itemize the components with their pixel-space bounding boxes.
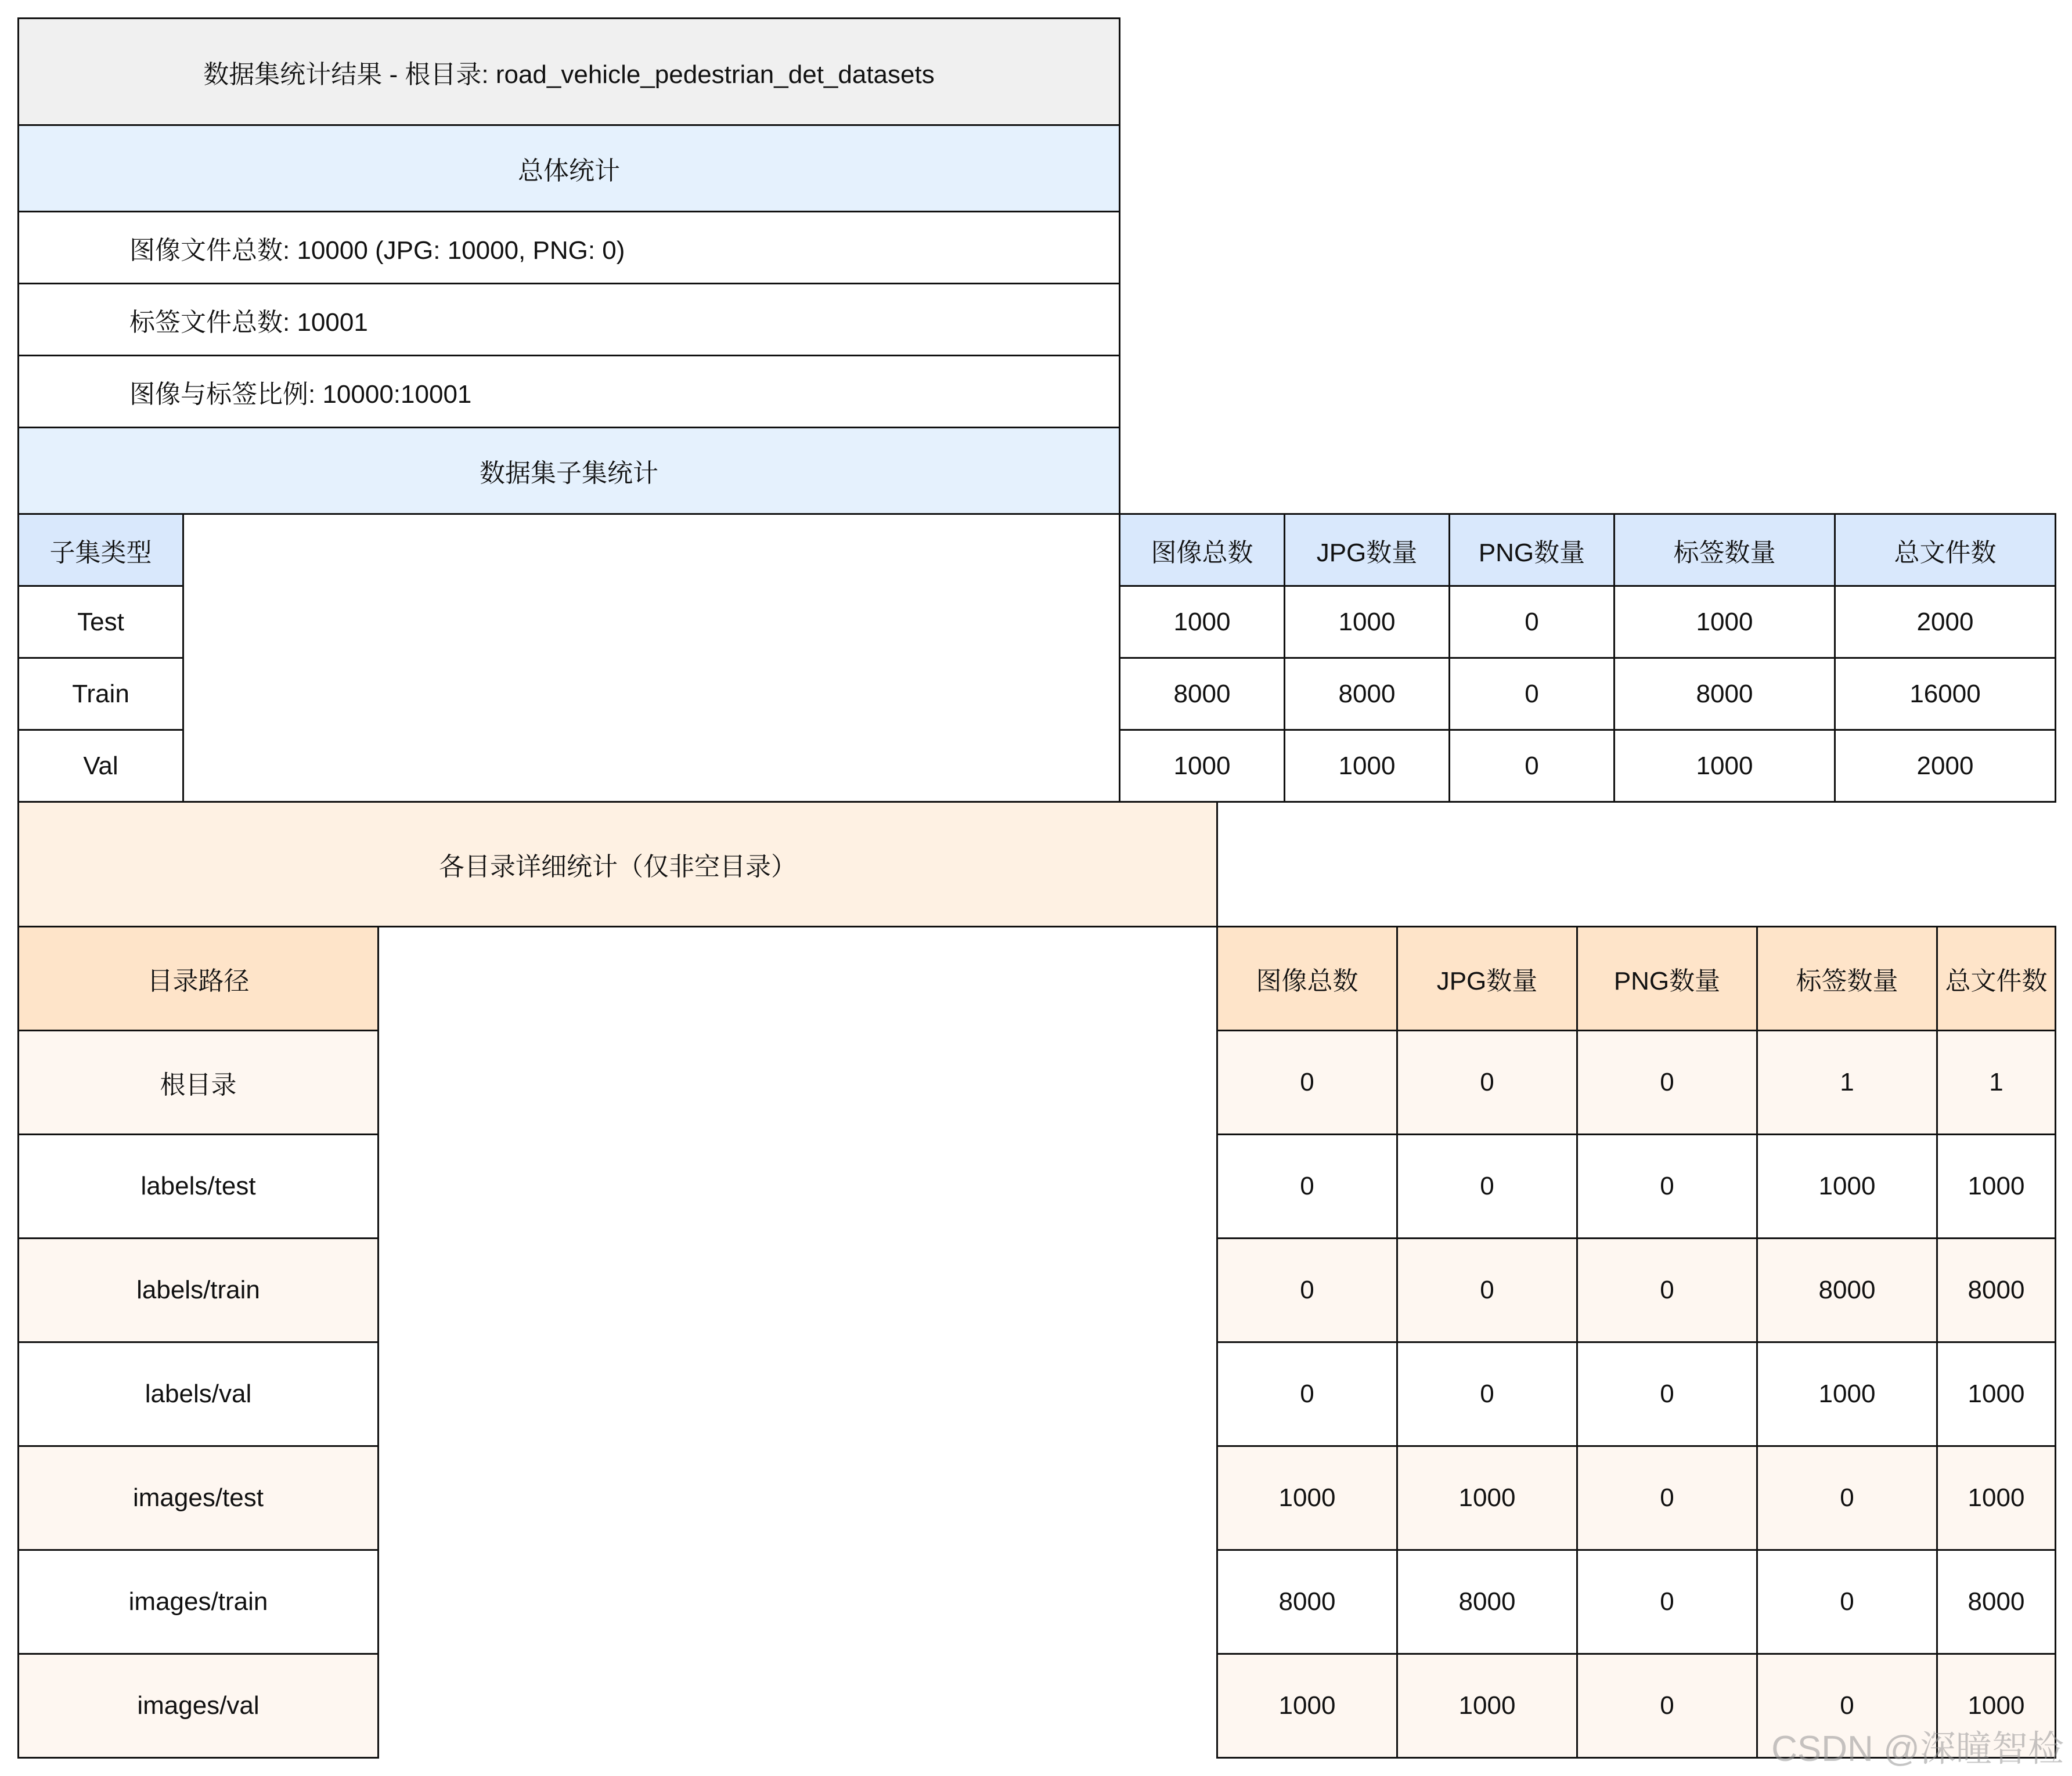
- table-cell: 8000: [1936, 1549, 2056, 1655]
- table-cell: 0: [1756, 1653, 1938, 1759]
- table-cell: 1000: [1756, 1134, 1938, 1239]
- dir-row-path: images/train: [17, 1549, 379, 1655]
- table-cell: 1000: [1756, 1341, 1938, 1447]
- table-cell: 8000: [1756, 1237, 1938, 1343]
- table-cell: 8000: [1284, 657, 1450, 731]
- subset-header-type: 子集类型: [17, 513, 184, 587]
- table-cell: 0: [1448, 657, 1615, 731]
- table-cell: 1000: [1216, 1653, 1398, 1759]
- table-cell: 0: [1396, 1237, 1578, 1343]
- dir-header-total: 总文件数: [1936, 926, 2056, 1031]
- table-cell: 1000: [1119, 729, 1285, 803]
- table-cell: 0: [1576, 1445, 1758, 1551]
- subset-row-test-type: Test: [17, 585, 184, 659]
- table-cell: 0: [1396, 1341, 1578, 1447]
- dir-header-labels: 标签数量: [1756, 926, 1938, 1031]
- table-cell: 8000: [1936, 1237, 2056, 1343]
- table-cell: 0: [1576, 1134, 1758, 1239]
- table-cell: 0: [1396, 1134, 1578, 1239]
- table-cell: 0: [1216, 1030, 1398, 1135]
- dir-header-jpg: JPG数量: [1396, 926, 1578, 1031]
- table-cell: 0: [1448, 585, 1615, 659]
- table-cell: 0: [1756, 1549, 1938, 1655]
- dir-row-path: labels/train: [17, 1237, 379, 1343]
- table-cell: 0: [1216, 1134, 1398, 1239]
- dir-header-images: 图像总数: [1216, 926, 1398, 1031]
- table-cell: 2000: [1834, 729, 2056, 803]
- subset-header-labels: 标签数量: [1613, 513, 1836, 587]
- total-labels-line: 标签文件总数: 10001: [17, 283, 1120, 356]
- table-cell: 1000: [1119, 585, 1285, 659]
- table-cell: 8000: [1613, 657, 1836, 731]
- table-cell: 1000: [1613, 729, 1836, 803]
- subset-header-jpg: JPG数量: [1284, 513, 1450, 587]
- table-cell: 1: [1756, 1030, 1938, 1135]
- dir-row-path: images/val: [17, 1653, 379, 1759]
- table-cell: 0: [1576, 1237, 1758, 1343]
- directory-stats-heading: 各目录详细统计（仅非空目录）: [17, 801, 1218, 927]
- subset-row-train-type: Train: [17, 657, 184, 731]
- table-cell: 1000: [1284, 729, 1450, 803]
- report-title: 数据集统计结果 - 根目录: road_vehicle_pedestrian_det_datasets: [17, 17, 1120, 126]
- table-cell: 1: [1936, 1030, 2056, 1135]
- subset-header-images: 图像总数: [1119, 513, 1285, 587]
- table-cell: 8000: [1396, 1549, 1578, 1655]
- table-cell: 1000: [1216, 1445, 1398, 1551]
- table-cell: 0: [1576, 1030, 1758, 1135]
- dir-row-path: 根目录: [17, 1030, 379, 1135]
- dir-header-png: PNG数量: [1576, 926, 1758, 1031]
- table-cell: 0: [1216, 1341, 1398, 1447]
- table-cell: 0: [1448, 729, 1615, 803]
- table-cell: 1000: [1613, 585, 1836, 659]
- total-images-line: 图像文件总数: 10000 (JPG: 10000, PNG: 0): [17, 211, 1120, 284]
- overall-stats-heading: 总体统计: [17, 124, 1120, 212]
- dir-row-path: images/test: [17, 1445, 379, 1551]
- table-cell: 1000: [1284, 585, 1450, 659]
- table-cell: 1000: [1936, 1653, 2056, 1759]
- table-cell: 8000: [1119, 657, 1285, 731]
- image-label-ratio-line: 图像与标签比例: 10000:10001: [17, 355, 1120, 428]
- subset-stats-heading: 数据集子集统计: [17, 427, 1120, 515]
- table-cell: 1000: [1936, 1341, 2056, 1447]
- subset-row-val-type: Val: [17, 729, 184, 803]
- dir-row-path: labels/test: [17, 1134, 379, 1239]
- table-cell: 0: [1756, 1445, 1938, 1551]
- dir-row-path: labels/val: [17, 1341, 379, 1447]
- table-cell: 1000: [1936, 1134, 2056, 1239]
- subset-header-png: PNG数量: [1448, 513, 1615, 587]
- subset-header-total: 总文件数: [1834, 513, 2056, 587]
- table-cell: 0: [1216, 1237, 1398, 1343]
- table-cell: 0: [1576, 1341, 1758, 1447]
- csdn-watermark: CSDN @深瞳智检: [1771, 1729, 2064, 1769]
- table-cell: 0: [1396, 1030, 1578, 1135]
- table-cell: 0: [1576, 1549, 1758, 1655]
- dir-header-path: 目录路径: [17, 926, 379, 1031]
- table-cell: 1000: [1936, 1445, 2056, 1551]
- table-cell: 1000: [1396, 1445, 1578, 1551]
- table-cell: 0: [1576, 1653, 1758, 1759]
- table-cell: 1000: [1396, 1653, 1578, 1759]
- table-cell: 2000: [1834, 585, 2056, 659]
- table-cell: 8000: [1216, 1549, 1398, 1655]
- table-cell: 16000: [1834, 657, 2056, 731]
